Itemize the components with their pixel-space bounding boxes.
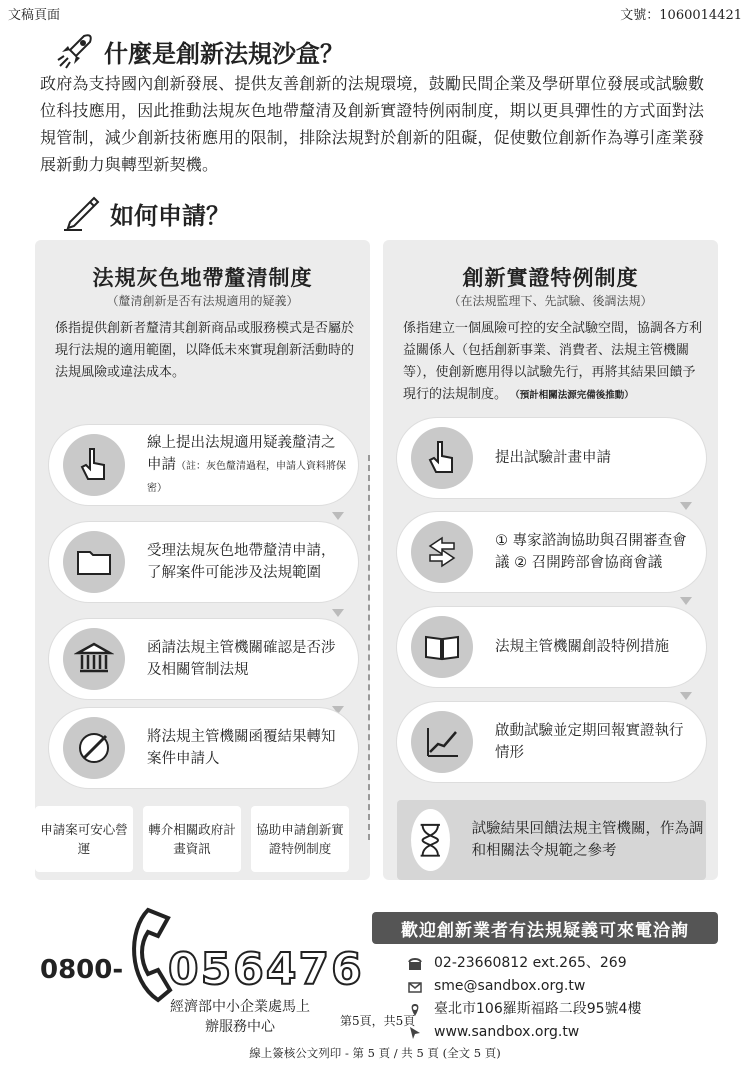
step-card	[49, 522, 358, 602]
contact-row-address	[408, 998, 641, 1021]
outcome-box: 申請案可安心營運	[35, 806, 133, 872]
arrow-down-icon	[332, 512, 344, 520]
arrow-down-icon	[680, 502, 692, 510]
connector-line	[368, 455, 370, 840]
step-text: 將法規主管機關函覆結果轉知案件申請人	[147, 729, 336, 767]
intro-paragraph: 政府為支持國內創新發展、提供友善創新的法規環境，鼓勵民間企業及學研單位發展或試驗數位科技應用，因此推動法規灰色地帶釐清及創新實證特例兩制度，期以更具彈性的方式面對法規管制，減少創新技術應用的限制，排除法規對於創新的阻礙，促使數位創新作為導引產業發展新動力與轉型新契機。	[40, 74, 705, 174]
hand-pointer-icon	[422, 438, 462, 478]
step-text	[147, 432, 358, 498]
step-card	[49, 708, 358, 788]
step-text: 提出試驗計畫申請	[495, 450, 611, 466]
gray-area-column	[35, 240, 370, 880]
step-card	[49, 425, 358, 505]
arrow-down-icon	[680, 597, 692, 605]
outcome-box: 轉介相關政府計畫資訊	[143, 806, 241, 872]
column-title: 創新實證特例制度	[462, 266, 639, 290]
section-title-text: 如何申請？	[110, 201, 230, 230]
contact-row-phone	[408, 952, 641, 975]
folder-icon	[74, 542, 114, 582]
contact-email[interactable]: sme@sandbox.org.tw	[434, 978, 586, 994]
step-card	[397, 418, 706, 498]
envelope-icon	[408, 980, 422, 994]
growth-chart-icon	[422, 722, 462, 762]
column-description: 係指提供創新者釐清其創新商品或服務模式是否屬於現行法規的適用範圍，以降低未來實現創新活動時的法規風險或違法成本。	[55, 321, 355, 380]
organization-name: 經濟部中小企業處馬上辦服務中心	[170, 999, 310, 1035]
page-number: 第5頁，共5頁	[340, 1014, 416, 1028]
arrow-down-icon	[332, 609, 344, 617]
step-label: 線上提出法規適用疑義釐清之申請	[147, 435, 336, 473]
telephone-icon	[408, 957, 422, 971]
hourglass-icon	[411, 821, 450, 860]
open-book-icon	[422, 627, 462, 667]
column-subtitle: （釐清創新是否有法規適用的疑義）	[106, 294, 299, 308]
step-text: 啟動試驗並定期回報實證執行情形	[495, 723, 684, 761]
step-icon-bg	[63, 531, 125, 593]
column-description	[403, 318, 702, 407]
step-icon-bg	[411, 809, 450, 871]
doc-type-label: 文稿頁面	[8, 8, 61, 23]
outcome-box: 協助申請創新實證特例制度	[251, 806, 349, 872]
column-title: 法規灰色地帶釐清制度	[92, 266, 313, 290]
step-icon-bg	[63, 434, 125, 496]
section-title-text: 什麼是創新法規沙盒？	[104, 39, 344, 68]
globe-pen-icon	[74, 728, 114, 768]
sandbox-column	[383, 240, 718, 880]
step-icon-bg	[411, 711, 473, 773]
print-footer: 線上簽核公文列印 - 第 5 頁 / 共 5 頁 (全文 5 頁)	[249, 1046, 501, 1060]
step-icon-bg	[411, 427, 473, 489]
contact-website[interactable]: www.sandbox.org.tw	[434, 1024, 580, 1040]
column-subtitle: （在法規監理下、先試驗、後調法規）	[448, 294, 653, 308]
location-pin-icon	[408, 1003, 422, 1017]
step-icon-bg	[63, 628, 125, 690]
pen-icon	[60, 192, 102, 234]
contact-row-web	[408, 1021, 641, 1044]
step-text: 法規主管機關創設特例措施	[495, 639, 669, 655]
contact-row-email	[408, 975, 641, 998]
step-icon-bg	[63, 717, 125, 779]
final-step-text: 試驗結果回饋法規主管機關，作為調和相關法令規範之參考	[471, 821, 704, 859]
government-building-icon	[74, 639, 114, 679]
step-note: （註：灰色釐清過程，申請人資料將保密）	[147, 461, 346, 494]
hand-pointer-icon	[74, 445, 114, 485]
step-card	[397, 607, 706, 687]
step-card	[397, 702, 706, 782]
step-icon-bg	[411, 521, 473, 583]
rocket-icon	[54, 30, 96, 72]
contact-phone: 02-23660812 ext.265、269	[434, 955, 627, 971]
description-text: 係指建立一個風險可控的安全試驗空間，協調各方利益關係人（包括創新事業、消費者、法規主管機關等），使創新應用得以試驗先行，再將其結果回饋予現行的法規制度。	[403, 321, 703, 402]
step-card	[49, 619, 358, 699]
hotline-prefix: 0800-	[40, 955, 124, 985]
step-card	[397, 512, 706, 592]
section-title-sandbox	[54, 30, 344, 72]
exchange-arrows-icon	[422, 532, 462, 572]
step-text: ① 專家諮詢協助與召開審查會議 ② 召開跨部會協商會議	[495, 533, 687, 571]
section-title-apply	[60, 192, 230, 234]
contact-banner: 歡迎創新業者有法規疑義可來電洽詢	[372, 912, 718, 944]
final-step-card	[397, 800, 706, 880]
arrow-down-icon	[680, 692, 692, 700]
cursor-icon	[408, 1026, 422, 1040]
description-note: （預計相關法源完備後推動）	[515, 390, 634, 401]
hotline-number: 056476	[168, 944, 364, 995]
doc-number: 文號：1060014421	[620, 8, 742, 23]
contact-address: 臺北市106羅斯福路二段95號4樓	[434, 1001, 642, 1017]
step-text: 函請法規主管機關確認是否涉及相關管制法規	[147, 640, 336, 678]
step-text: 受理法規灰色地帶釐清申請，了解案件可能涉及法規範圍	[147, 543, 336, 581]
step-icon-bg	[411, 616, 473, 678]
contact-list	[408, 952, 641, 1044]
